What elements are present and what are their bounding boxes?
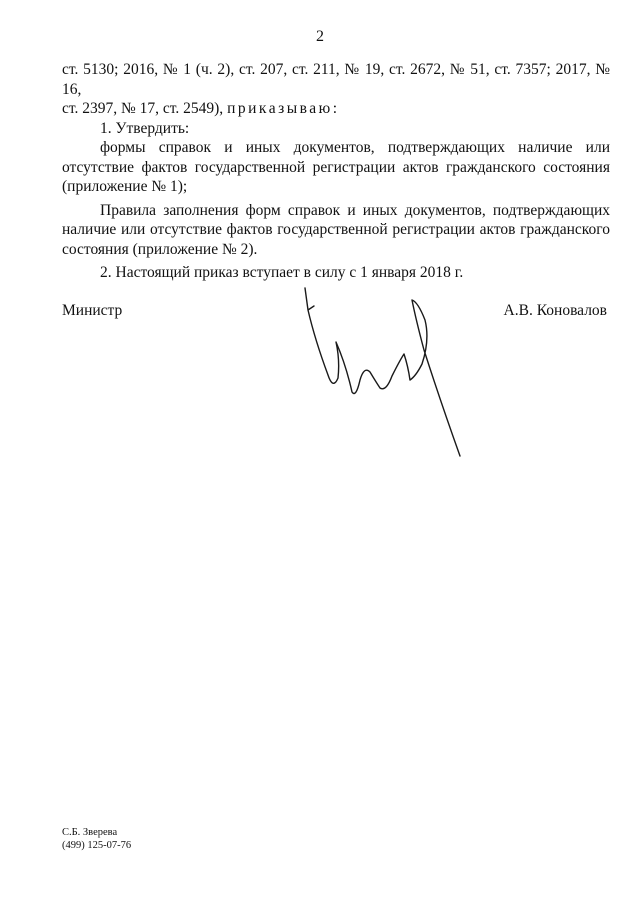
item-1: 1. Утвердить: — [100, 119, 190, 137]
text-line-1: ст. 5130; 2016, № 1 (ч. 2), ст. 207, ст. 211, № 19, ст. 2672, № 51, ст. 7357; 2017, № 16, — [62, 61, 610, 98]
page-number: 2 — [316, 28, 324, 45]
paragraph-2: Правила заполнения форм справок и иных документов, подтверждающих наличие или отсутствие фактов государственной регистрации актов гражданского состояния (приложение № 2). — [62, 201, 610, 258]
text-line-2 — [62, 99, 610, 119]
minister-name: А.В. Коновалов — [503, 302, 607, 319]
item-2: 2. Настоящий приказ вступает в силу с 1 января 2018 г. — [100, 264, 464, 281]
document-body — [62, 60, 610, 283]
minister-title: Министр — [62, 302, 123, 319]
executor-info — [62, 826, 131, 852]
text-line-2-start: ст. 2397, № 17, ст. 2549), — [62, 100, 224, 117]
handwritten-signature — [300, 280, 470, 460]
paragraph-1: формы справок и иных документов, подтверждающих наличие или отсутствие фактов государственной регистрации актов гражданского состояния (приложение № 1); — [62, 139, 610, 195]
order-word: приказываю: — [227, 100, 340, 117]
executor-phone: (499) 125-07-76 — [62, 840, 132, 851]
executor-name: С.Б. Зверева — [62, 827, 118, 838]
